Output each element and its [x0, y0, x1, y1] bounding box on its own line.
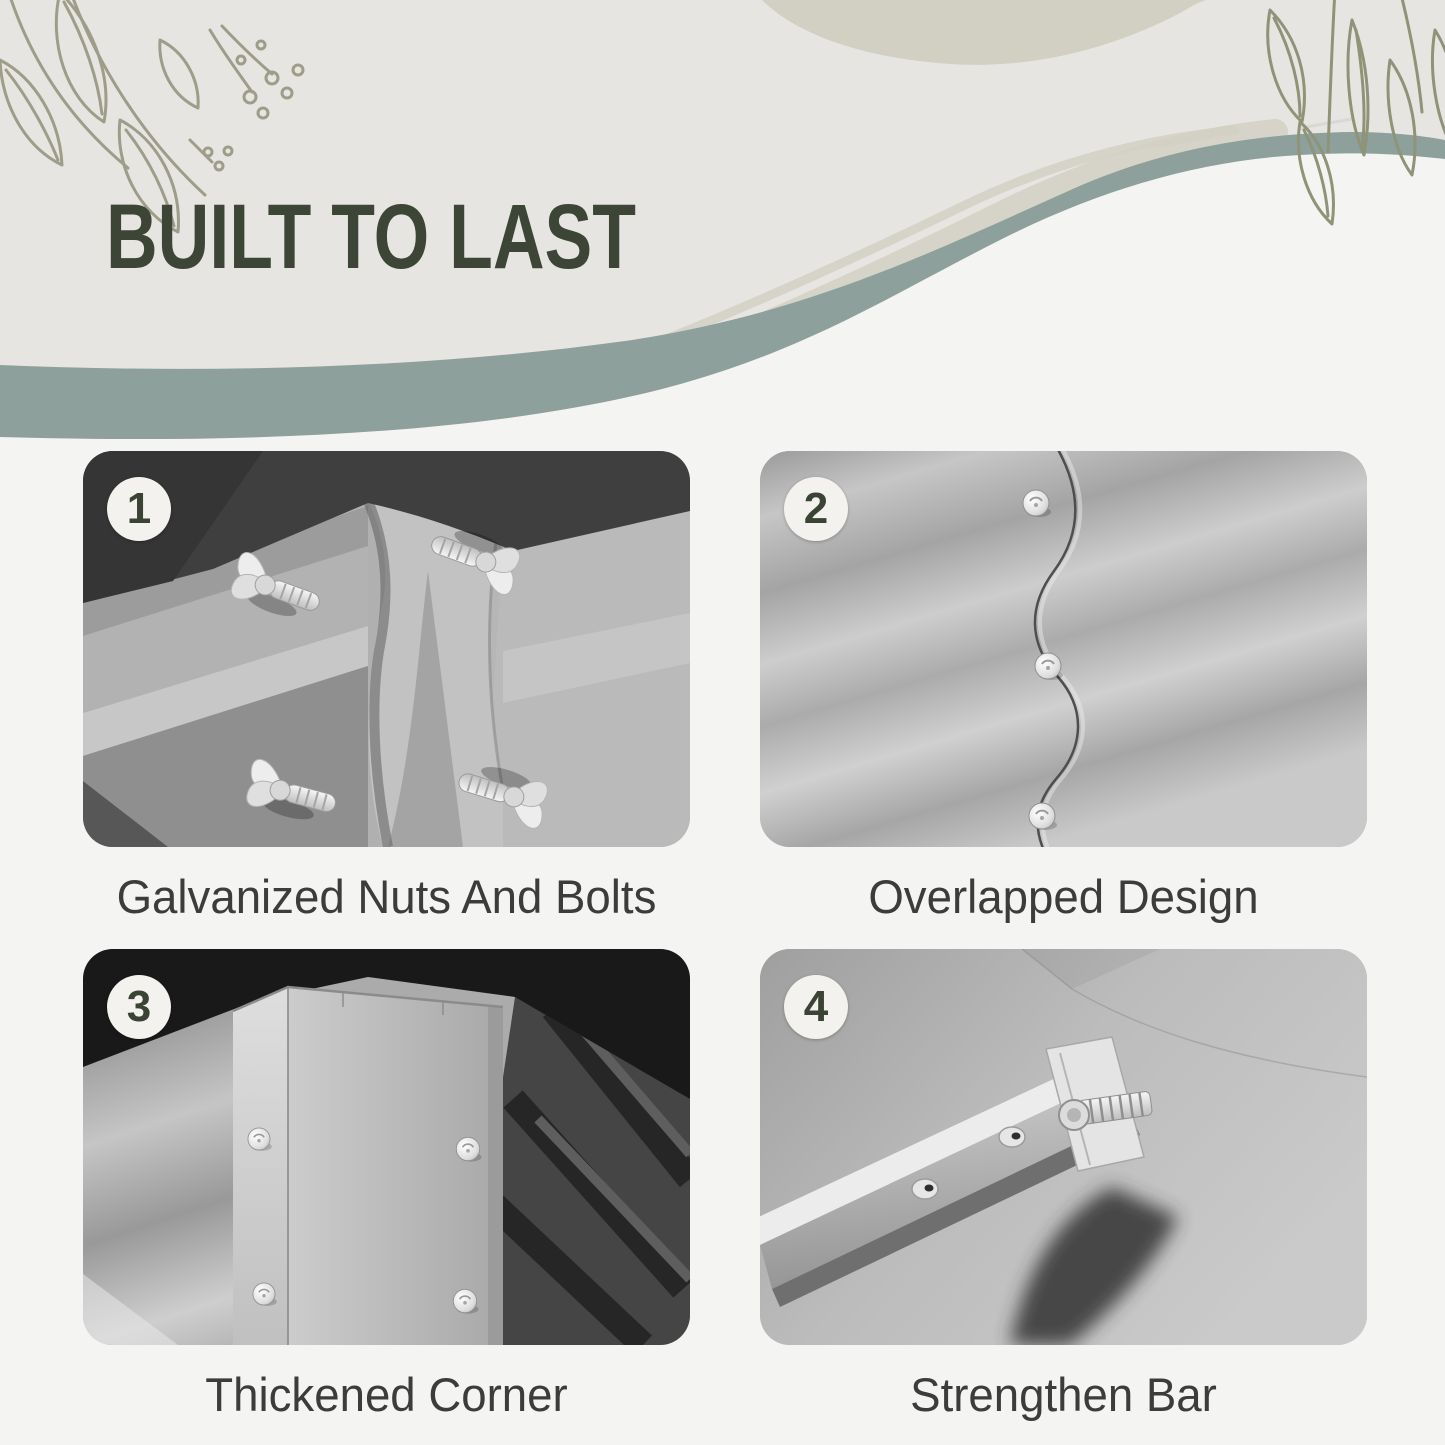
- feature-caption: Thickened Corner: [205, 1368, 568, 1421]
- feature-2-photo: [760, 451, 1367, 847]
- feature-4: [760, 949, 1367, 1422]
- feature-number: 3: [126, 982, 152, 1031]
- feature-number: 4: [803, 982, 829, 1031]
- photo-galvanized-nuts-bolts: [83, 451, 690, 847]
- header-decoration: [0, 0, 1445, 520]
- feature-3-photo: [83, 949, 690, 1345]
- feature-1-photo: [83, 451, 690, 847]
- feature-number-badge: [107, 975, 171, 1039]
- page-title: BUILT TO LAST: [106, 186, 636, 288]
- feature-3: [83, 949, 690, 1422]
- photo-strengthen-bar: [760, 949, 1367, 1345]
- feature-caption: Overlapped Design: [868, 870, 1259, 923]
- feature-1: [83, 451, 690, 924]
- feature-number-badge: [107, 477, 171, 541]
- feature-4-photo: [760, 949, 1367, 1345]
- feature-number: 2: [803, 484, 829, 533]
- feature-caption: Strengthen Bar: [910, 1368, 1217, 1421]
- photo-thickened-corner: [83, 949, 690, 1345]
- feature-caption: Galvanized Nuts And Bolts: [116, 870, 657, 923]
- feature-number: 1: [126, 484, 152, 533]
- feature-number-badge: [784, 975, 848, 1039]
- feature-2: [760, 451, 1367, 924]
- feature-number-badge: [784, 477, 848, 541]
- photo-overlapped-design: [760, 451, 1367, 847]
